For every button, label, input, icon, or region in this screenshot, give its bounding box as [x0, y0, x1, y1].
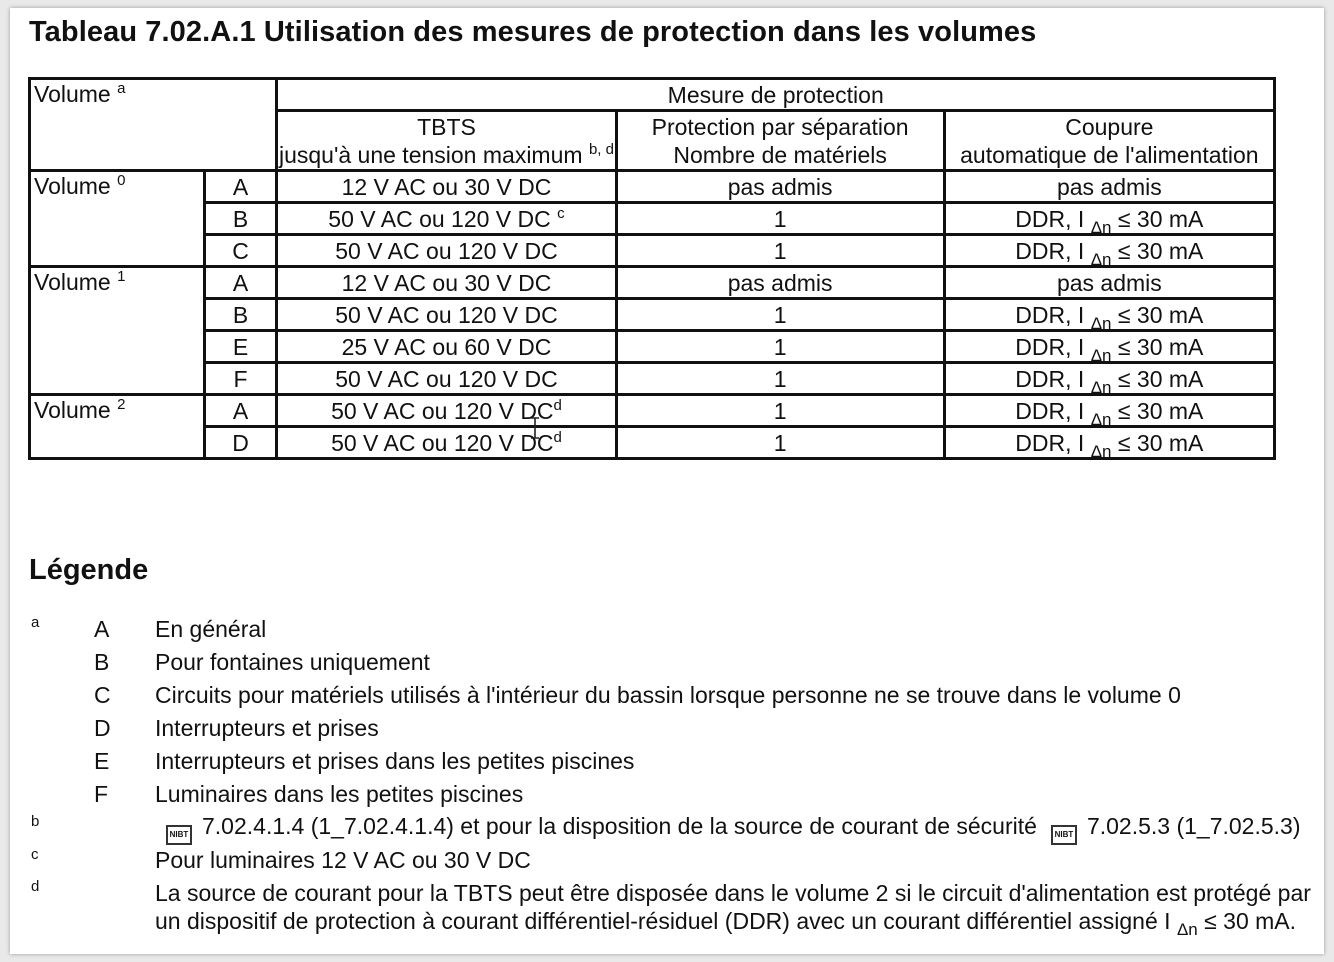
text-cursor-icon [529, 417, 541, 439]
separation-cell: 1 [616, 363, 944, 395]
coupure-cell: DDR, I $_{\Delta n}$ ≤ 30 mA [944, 299, 1274, 331]
code-cell: D [204, 427, 277, 459]
nibt-icon: NIBT [166, 825, 192, 845]
code-cell: C [204, 235, 277, 267]
separation-cell: 1 [616, 331, 944, 363]
coupure-cell: DDR, I $_{\Delta n}$ ≤ 30 mA [944, 203, 1274, 235]
code-cell: B [204, 203, 277, 235]
coupure-cell: DDR, I $_{\Delta n}$ ≤ 30 mA [944, 235, 1274, 267]
footnote-d-line1: La source de courant pour la TBTS peut être disposée dans le volume 2 si le circuit d'alimentation est protégé par [155, 880, 1311, 906]
tbts-cell: 12 V AC ou 30 V DC [277, 267, 616, 299]
legend-title: Légende [29, 554, 149, 586]
footnote-c-text: Pour luminaires 12 V AC ou 30 V DC [155, 847, 531, 873]
code-cell: E [204, 331, 277, 363]
legend-code: F [94, 781, 109, 807]
table-header-row [30, 79, 1275, 111]
legend-code: B [94, 649, 110, 675]
footnote-d-line2: un dispositif de protection à courant différentiel-résiduel (DDR) avec un courant différentiel assigné I $_{\Delta n}$ ≤ 30 mA. [155, 908, 1297, 939]
legend-text: Circuits pour matériels utilisés à l'intérieur du bassin lorsque personne ne se trouve dans le volume 0 [155, 682, 1181, 708]
separation-cell: pas admis [616, 267, 944, 299]
code-cell: A [204, 267, 277, 299]
footnote-marker-d: d [31, 878, 40, 895]
coupure-cell: DDR, I $_{\Delta n}$ ≤ 30 mA [944, 331, 1274, 363]
nibt-icon: NIBT [1051, 825, 1077, 845]
separation-cell: 1 [616, 427, 944, 459]
tbts-cell: 12 V AC ou 30 V DC [277, 171, 616, 203]
separation-header-cell: Protection par séparation Nombre de matériels [616, 111, 944, 171]
footnote-marker-c: c [31, 846, 39, 863]
table-row [30, 171, 1275, 203]
tbts-cell: 50 V AC ou 120 V DC [277, 235, 616, 267]
table-row [30, 267, 1275, 299]
legend-text: En général [155, 616, 267, 642]
separation-cell: 1 [616, 299, 944, 331]
table-row [30, 235, 1275, 267]
table-row [30, 331, 1275, 363]
coupure-cell: DDR, I $_{\Delta n}$ ≤ 30 mA [944, 363, 1274, 395]
footnote-b-text: NIBT 7.02.4.1.4 (1_7.02.4.1.4) et pour la disposition de la source de courant de sécurité NIBT 7.02.5.3 (1_7.02.5.3) [160, 813, 1301, 845]
legend-text: Luminaires dans les petites piscines [155, 781, 524, 807]
code-cell: A [204, 171, 277, 203]
mesure-header-cell: Mesure de protection [277, 79, 1275, 111]
code-cell: B [204, 299, 277, 331]
legend-code: E [94, 748, 110, 774]
legend-text: Interrupteurs et prises [155, 715, 379, 741]
table-row [30, 427, 1275, 459]
coupure-cell: DDR, I $_{\Delta n}$ ≤ 30 mA [944, 395, 1274, 427]
legend-code: C [94, 682, 111, 708]
tbts-header-cell: TBTS jusqu'à une tension maximum $^{b, d}$ [277, 111, 616, 171]
table-row [30, 363, 1275, 395]
tbts-cell: 50 V AC ou 120 V DC [277, 299, 616, 331]
legend-code: D [94, 715, 111, 741]
table-row [30, 203, 1275, 235]
volume-cell: Volume $^2$ [30, 395, 205, 459]
volume-cell: Volume $^1$ [30, 267, 205, 395]
coupure-cell: DDR, I $_{\Delta n}$ ≤ 30 mA [944, 427, 1274, 459]
legend-code: A [94, 616, 110, 642]
code-cell: A [204, 395, 277, 427]
legend-text: Pour fontaines uniquement [155, 649, 430, 675]
tbts-cell: 50 V AC ou 120 V DC $^c$ [277, 203, 616, 235]
separation-cell: 1 [616, 203, 944, 235]
document-page [10, 8, 1324, 954]
footnote-marker-b: b [31, 813, 40, 830]
coupure-cell: pas admis [944, 171, 1274, 203]
protection-table [28, 77, 1276, 460]
table-row [30, 299, 1275, 331]
tbts-cell: 50 V AC ou 120 V $DC^d$ [277, 395, 616, 427]
page-title: Tableau 7.02.A.1 Utilisation des mesures de protection dans les volumes [29, 16, 1037, 48]
footnote-marker-a: a [31, 614, 40, 631]
separation-cell: pas admis [616, 171, 944, 203]
legend-text: Interrupteurs et prises dans les petites piscines [155, 748, 635, 774]
coupure-header-cell: Coupure automatique de l'alimentation [944, 111, 1274, 171]
volume-header-cell: Volume $^a$ [30, 79, 277, 171]
separation-cell: 1 [616, 235, 944, 267]
tbts-cell: 25 V AC ou 60 V DC [277, 331, 616, 363]
table-row [30, 395, 1275, 427]
volume-cell: Volume $^0$ [30, 171, 205, 267]
tbts-cell: 50 V AC ou 120 V DC [277, 363, 616, 395]
code-cell: F [204, 363, 277, 395]
coupure-cell: pas admis [944, 267, 1274, 299]
separation-cell: 1 [616, 395, 944, 427]
tbts-cell: 50 V AC ou 120 V $DC^d$ [277, 427, 616, 459]
